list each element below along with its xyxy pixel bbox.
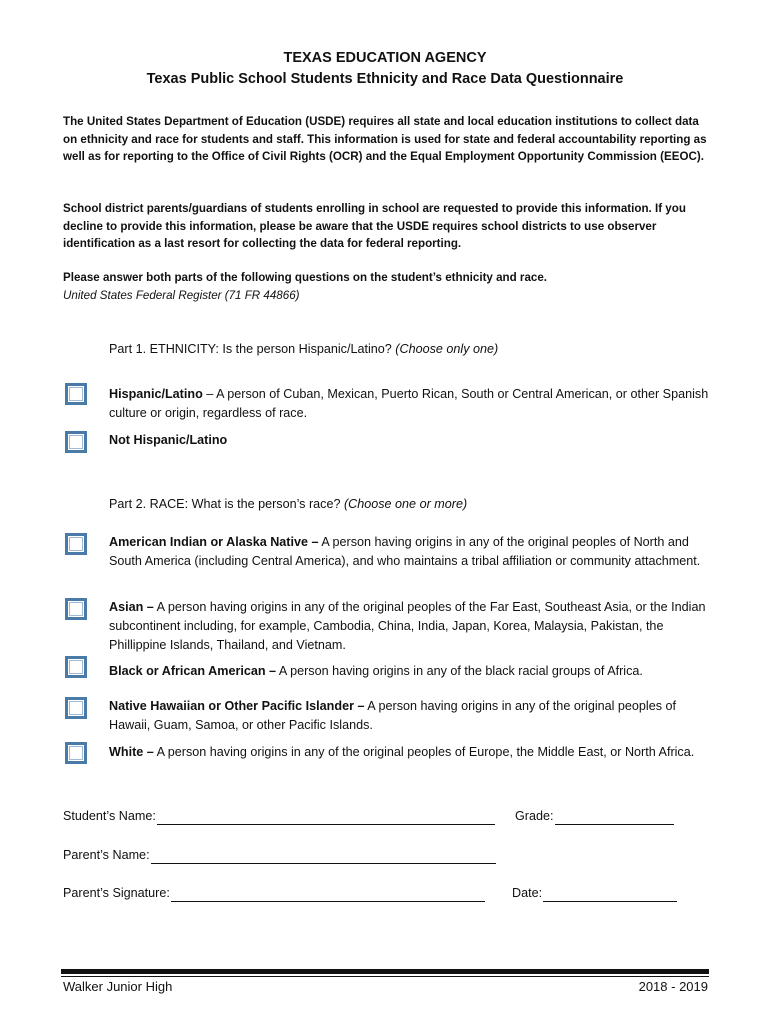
footer-school: Walker Junior High — [63, 979, 173, 994]
citation-text: United States Federal Register (71 FR 44866) — [63, 288, 300, 302]
option-term: White – — [109, 745, 154, 759]
grade-label: Grade: — [515, 809, 554, 823]
parent-signature-label: Parent’s Signature: — [63, 886, 170, 900]
intro-paragraph-1: The United States Department of Education (USDE) requires all state and local education institutions to collect data on ethnicity and race for students and staff. This information is used for state and federal accountability reporting as well as for reporting to the Office of Civil Rights (OCR) and the Equal Employment Opportunity Commission (EEOC). — [63, 115, 707, 163]
student-name-label: Student’s Name: — [63, 809, 156, 823]
option-american-indian-alaska-native — [109, 533, 714, 571]
instructions-text: Please answer both parts of the following questions on the student’s ethnicity and race. — [63, 271, 548, 284]
parent-name-label: Parent’s Name: — [63, 848, 150, 862]
option-white — [109, 743, 714, 762]
part2-heading — [109, 495, 467, 513]
document-header — [0, 48, 770, 90]
document-title: Texas Public School Students Ethnicity and Race Data Questionnaire — [146, 71, 624, 87]
option-description: A person having origins in any of the original peoples of Hawaii, Guam, Samoa, or other Pacific Islands. — [109, 699, 677, 732]
intro-paragraph-3 — [63, 269, 713, 304]
option-hispanic-latino — [109, 385, 714, 423]
parent-name-field — [63, 846, 496, 864]
part2-hint: (Choose one or more) — [343, 497, 468, 511]
checkbox-native-hawaiian-pacific-islander[interactable] — [65, 697, 87, 719]
checkbox-asian[interactable] — [65, 598, 87, 620]
part1-question: Part 1. ETHNICITY: Is the person Hispanic/Latino? — [109, 342, 392, 356]
option-term: Hispanic/Latino — [109, 387, 203, 401]
agency-name: TEXAS EDUCATION AGENCY — [283, 50, 487, 66]
option-description: A person having origins in any of the black racial groups of Africa. — [276, 664, 643, 678]
part2-question: Part 2. RACE: What is the person’s race? — [109, 497, 341, 511]
date-field — [512, 884, 677, 902]
checkbox-white[interactable] — [65, 742, 87, 764]
parent-signature-input[interactable] — [171, 887, 485, 902]
part1-hint: (Choose only one) — [395, 342, 499, 356]
parent-signature-field — [63, 884, 485, 902]
option-description: A person having origins in any of the original peoples of Europe, the Middle East, or North Africa. — [153, 745, 695, 759]
option-black-african-american — [109, 662, 714, 681]
option-term: Asian – — [109, 600, 154, 614]
checkbox-american-indian-alaska-native[interactable] — [65, 533, 87, 555]
part1-heading — [109, 340, 498, 358]
checkbox-not-hispanic-latino[interactable] — [65, 431, 87, 453]
option-description: – A person of Cuban, Mexican, Puerto Rican, South or Central American, or other Spanish culture or origin, regardless of race. — [109, 387, 709, 420]
footer-year: 2018 - 2019 — [638, 979, 708, 994]
student-name-input[interactable] — [157, 810, 495, 825]
option-term: American Indian or Alaska Native – — [109, 535, 319, 549]
checkbox-hispanic-latino[interactable] — [65, 383, 87, 405]
date-input[interactable] — [543, 887, 677, 902]
footer-divider — [61, 969, 709, 974]
option-term: Native Hawaiian or Other Pacific Islander – — [109, 699, 365, 713]
option-description: A person having origins in any of the original peoples of North and South America (including Central America), and who maintains a tribal affiliation or community attachment. — [109, 535, 701, 568]
date-label: Date: — [512, 886, 543, 900]
student-name-field — [63, 807, 495, 825]
parent-name-input[interactable] — [151, 849, 496, 864]
grade-field — [515, 807, 674, 825]
option-term: Not Hispanic/Latino — [109, 433, 228, 447]
option-term: Black or African American – — [109, 664, 277, 678]
intro-paragraph-2: School district parents/guardians of students enrolling in school are requested to provide this information. If you decline to provide this information, please be aware that the USDE requires school districts to use observer identification as a last resort for collecting the data for federal reporting. — [63, 202, 686, 250]
option-asian — [109, 598, 714, 655]
grade-input[interactable] — [555, 810, 674, 825]
checkbox-black-african-american[interactable] — [65, 656, 87, 678]
option-not-hispanic-latino — [109, 431, 714, 450]
option-description: A person having origins in any of the original peoples of the Far East, Southeast Asia, or the Indian subcontinent including, for example, Cambodia, China, India, Japan, Korea, Malaysia, Pakistan, the Phillippine Islands, Thailand, and Vietnam. — [109, 600, 706, 652]
option-native-hawaiian-pacific-islander — [109, 697, 714, 735]
